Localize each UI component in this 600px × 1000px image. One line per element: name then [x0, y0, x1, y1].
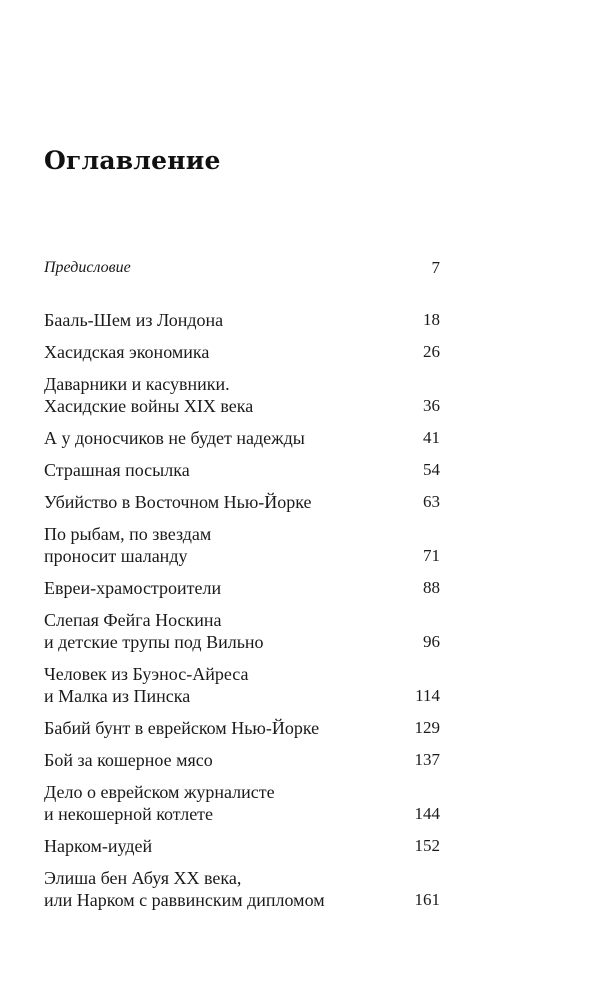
- toc-entry-title: [44, 373, 384, 417]
- toc-entry-title: [44, 867, 384, 911]
- toc-entry: [44, 577, 440, 599]
- toc-page-number: 161: [414, 890, 440, 909]
- toc-entry: [44, 341, 440, 363]
- toc-entry: [44, 523, 440, 567]
- toc-entry-title-line: Евреи-храмостроители: [44, 578, 222, 598]
- toc-entry-title-line: Слепая Фейга Носкина: [44, 610, 222, 630]
- toc-page-number: 18: [423, 310, 440, 329]
- toc-entry: [44, 717, 440, 739]
- toc-page-number: 137: [414, 750, 440, 769]
- toc-entry-title-line: По рыбам, по звездам: [44, 524, 212, 544]
- toc-page-number: 41: [423, 428, 440, 447]
- toc-entry-title: [44, 491, 384, 513]
- toc-entry-title-line: проносит шаланду: [44, 546, 188, 566]
- page-title: Оглавление: [44, 146, 221, 175]
- toc-entry-title-line: Нарком-иудей: [44, 836, 153, 856]
- toc-page-number: 144: [414, 804, 440, 823]
- toc-page-number: 114: [415, 686, 440, 705]
- toc-entry-title: [44, 309, 384, 331]
- toc-page-number: 7: [431, 258, 440, 277]
- toc-entry-title-line: Хасидские войны XIX века: [44, 396, 254, 416]
- toc-entry-title: [44, 749, 384, 771]
- toc-entry: [44, 309, 440, 331]
- toc-entry: [44, 663, 440, 707]
- toc-entry-title-line: и Малка из Пинска: [44, 686, 191, 706]
- toc-entry-title-line: Бааль-Шем из Лондона: [44, 310, 224, 330]
- toc-entry-title: [44, 459, 384, 481]
- toc-entry: [44, 749, 440, 771]
- toc-entry-title: [44, 663, 384, 707]
- toc-entry-title: [44, 523, 384, 567]
- toc-entry-title-line: Человек из Буэнос-Айреса: [44, 664, 249, 684]
- toc-entry-title-line: А у доносчиков не будет надежды: [44, 428, 305, 448]
- toc-entry-title: [44, 341, 384, 363]
- toc-entry-title-line: Страшная посылка: [44, 460, 190, 480]
- toc-page-number: 63: [423, 492, 440, 511]
- toc-entry-title-line: Элиша бен Абуя XX века,: [44, 868, 242, 888]
- toc-entry-title: [44, 835, 384, 857]
- toc-entry-title: [44, 427, 384, 449]
- toc-entry: [44, 835, 440, 857]
- toc-entry-title-line: Бабий бунт в еврейском Нью-Йорке: [44, 718, 320, 738]
- toc-entry: [44, 459, 440, 481]
- toc-entry-title-line: Бой за кошерное мясо: [44, 750, 213, 770]
- toc-entry-title-line: Хасидская экономика: [44, 342, 210, 362]
- toc-entry-title: [44, 577, 384, 599]
- toc-entry: [44, 373, 440, 417]
- toc-entry-title-line: Дело о еврейском журналисте: [44, 782, 275, 802]
- toc-entry-preface: [44, 257, 440, 279]
- toc-entry-title: [44, 257, 384, 279]
- toc-entry-title: [44, 781, 384, 825]
- toc-entry-title-line: и некошерной котлете: [44, 804, 214, 824]
- toc-entry: [44, 427, 440, 449]
- toc-entry-title-line: Предисловие: [44, 259, 131, 276]
- toc-entry-title: [44, 609, 384, 653]
- toc-entry-title: [44, 717, 384, 739]
- toc-entry-title-line: Даварники и касувники.: [44, 374, 230, 394]
- toc-page-number: 96: [423, 632, 440, 651]
- toc-page-number: 88: [423, 578, 440, 597]
- toc-entry-title-line: или Нарком с раввинским дипломом: [44, 890, 325, 910]
- toc-page-number: 129: [414, 718, 440, 737]
- toc-entry-title-line: и детские трупы под Вильно: [44, 632, 264, 652]
- toc-entry: [44, 867, 440, 911]
- toc-entry: [44, 609, 440, 653]
- toc-page-number: 54: [423, 460, 440, 479]
- toc-page-number: 152: [414, 836, 440, 855]
- toc-entry-title-line: Убийство в Восточном Нью-Йорке: [44, 492, 312, 512]
- toc-page-number: 71: [423, 546, 440, 565]
- toc-entry: [44, 491, 440, 513]
- toc-entry: [44, 781, 440, 825]
- toc-page-number: 36: [423, 396, 440, 415]
- toc-page-number: 26: [423, 342, 440, 361]
